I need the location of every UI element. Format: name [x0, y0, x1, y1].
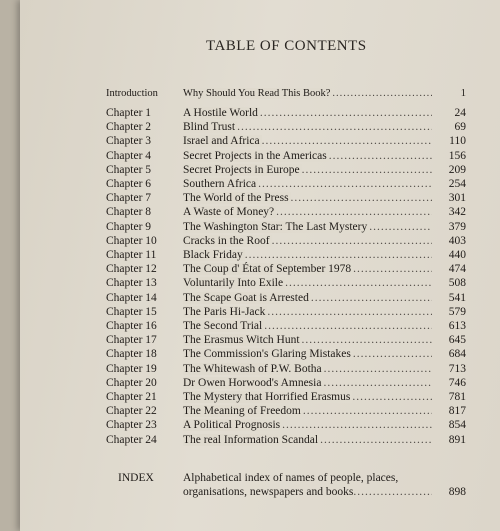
- chapter-label: Chapter 10: [106, 235, 157, 247]
- page-number: 403: [448, 235, 466, 247]
- chapter-label: Introduction: [106, 88, 158, 99]
- chapter-label: Chapter 20: [106, 377, 157, 389]
- chapter-title: Blind Trust: [183, 121, 236, 133]
- chapter-title: The World of the Press: [183, 192, 289, 204]
- toc-row: [106, 192, 466, 206]
- chapter-label: Chapter 24: [106, 434, 157, 446]
- chapter-title: Voluntarily Into Exile: [183, 277, 284, 289]
- page-number: 746: [448, 377, 466, 389]
- toc-row: [106, 164, 466, 178]
- toc-row: [106, 277, 466, 291]
- page-number: 613: [448, 320, 466, 332]
- chapter-label: Chapter 14: [106, 292, 157, 304]
- chapter-title: The Scape Goat is Arrested: [183, 292, 309, 304]
- toc-row: [106, 363, 466, 377]
- toc-row: [106, 178, 466, 192]
- chapter-label: Chapter 5: [106, 164, 152, 176]
- dot-leader: [323, 377, 432, 389]
- chapter-label: Chapter 13: [106, 277, 157, 289]
- chapter-label: Chapter 8: [106, 206, 152, 218]
- book-page: [20, 0, 500, 531]
- page-number: 342: [448, 206, 466, 218]
- chapter-title: Secret Projects in Europe: [183, 164, 300, 176]
- chapter-label: Chapter 16: [106, 320, 157, 332]
- chapter-title: A Political Prognosis: [183, 419, 281, 431]
- page-number: 156: [448, 150, 466, 162]
- dot-leader: [302, 164, 432, 176]
- page-number: 684: [448, 348, 466, 360]
- toc-row: [106, 249, 466, 263]
- dot-leader: [262, 135, 432, 147]
- dot-leader: [276, 206, 432, 218]
- toc-row: [106, 334, 466, 348]
- toc-row: [106, 135, 466, 149]
- index-description-line2: [183, 486, 466, 500]
- chapter-title: The Washington Star: The Last Mystery: [183, 221, 368, 233]
- dot-leader: [258, 178, 432, 190]
- page-number: 781: [448, 391, 466, 403]
- toc-row: [106, 150, 466, 164]
- chapter-label: Chapter 6: [106, 178, 152, 190]
- toc-row: [106, 121, 466, 135]
- dot-leader: [311, 292, 432, 304]
- page-number: 440: [448, 249, 466, 261]
- dot-leader: [324, 363, 432, 375]
- page-number: 898: [448, 486, 466, 498]
- toc-row: [106, 306, 466, 320]
- chapter-title: The Paris Hi-Jack: [183, 306, 266, 318]
- chapter-label: Chapter 15: [106, 306, 157, 318]
- dot-leader: [329, 150, 432, 162]
- chapter-label: Chapter 23: [106, 419, 157, 431]
- index-description-line1: Alphabetical index of names of people, places,: [183, 472, 399, 484]
- dot-leader: [267, 306, 432, 318]
- dot-leader: [353, 263, 432, 275]
- dot-leader: [291, 192, 432, 204]
- dot-leader: [272, 235, 432, 247]
- chapter-label: Chapter 21: [106, 391, 157, 403]
- toc-row: [106, 348, 466, 362]
- chapter-title: Cracks in the Roof: [183, 235, 270, 247]
- chapter-label: Chapter 11: [106, 249, 157, 261]
- chapter-title: Israel and Africa: [183, 135, 260, 147]
- page-number: 645: [448, 334, 466, 346]
- chapter-label: Chapter 4: [106, 150, 152, 162]
- chapter-title: The Meaning of Freedom: [183, 405, 301, 417]
- dot-leader: [320, 434, 432, 446]
- chapter-label: Chapter 3: [106, 135, 152, 147]
- dot-leader: [245, 249, 432, 261]
- dot-leader: [352, 391, 432, 403]
- dot-leader: [282, 419, 432, 431]
- toc-row: [106, 405, 466, 419]
- page-number: 1: [460, 88, 466, 99]
- chapter-title: Southern Africa: [183, 178, 257, 190]
- toc-row: [106, 88, 466, 102]
- index-text: organisations, newspapers and books: [183, 486, 354, 498]
- page-number: 379: [448, 221, 466, 233]
- page-number: 301: [448, 192, 466, 204]
- toc-row: [106, 377, 466, 391]
- chapter-title: A Hostile World: [183, 107, 258, 119]
- toc-row: [106, 107, 466, 121]
- toc-row: [106, 434, 466, 448]
- chapter-title: The Second Trial: [183, 320, 263, 332]
- toc-row: [106, 292, 466, 306]
- page-number: 713: [448, 363, 466, 375]
- page-number: 891: [448, 434, 466, 446]
- page-number: 110: [449, 135, 466, 147]
- dot-leader: [260, 107, 432, 119]
- dot-leader: [303, 405, 432, 417]
- page-number: 541: [448, 292, 466, 304]
- page-number: 474: [448, 263, 466, 275]
- chapter-title: The Erasmus Witch Hunt: [183, 334, 300, 346]
- chapter-label: Chapter 9: [106, 221, 152, 233]
- toc-row: [106, 419, 466, 433]
- dot-leader: [285, 277, 432, 289]
- chapter-title: The Whitewash of P.W. Botha: [183, 363, 322, 375]
- chapter-label: Chapter 1: [106, 107, 152, 119]
- toc-row: [106, 235, 466, 249]
- chapter-title: The Mystery that Horrified Erasmus: [183, 391, 351, 403]
- page-number: 854: [448, 419, 466, 431]
- toc-row: [106, 391, 466, 405]
- chapter-title: The Coup d' État of September 1978: [183, 263, 352, 275]
- dot-leader: [369, 221, 432, 233]
- toc-row: [106, 263, 466, 277]
- chapter-title: Dr Owen Horwood's Amnesia: [183, 377, 322, 389]
- page-number: 209: [448, 164, 466, 176]
- page-number: 508: [448, 277, 466, 289]
- dot-leader: [237, 121, 432, 133]
- dot-leader: [332, 88, 432, 99]
- chapter-title: A Waste of Money?: [183, 206, 275, 218]
- page-number: 817: [448, 405, 466, 417]
- chapter-label: Chapter 12: [106, 263, 157, 275]
- page-number: 24: [454, 107, 466, 119]
- chapter-title: The real Information Scandal: [183, 434, 319, 446]
- index-label: INDEX: [118, 472, 154, 484]
- toc-row: [106, 320, 466, 334]
- page-title: TABLE OF CONTENTS: [206, 38, 367, 54]
- chapter-label: Chapter 2: [106, 121, 152, 133]
- toc-row: [106, 206, 466, 220]
- page-number: 69: [454, 121, 466, 133]
- chapter-label: Chapter 22: [106, 405, 157, 417]
- page-number: 254: [448, 178, 466, 190]
- chapter-title: Black Friday: [183, 249, 243, 261]
- dot-leader: [264, 320, 432, 332]
- chapter-title: Secret Projects in the Americas: [183, 150, 327, 162]
- page-number: 579: [448, 306, 466, 318]
- chapter-label: Chapter 7: [106, 192, 152, 204]
- dot-leader: [353, 348, 432, 360]
- chapter-title: Why Should You Read This Book?: [183, 88, 331, 99]
- chapter-label: Chapter 19: [106, 363, 157, 375]
- chapter-title: The Commission's Glaring Mistakes: [183, 348, 351, 360]
- dot-leader: [353, 486, 432, 498]
- chapter-label: Chapter 17: [106, 334, 157, 346]
- chapter-label: Chapter 18: [106, 348, 157, 360]
- toc-row: [106, 221, 466, 235]
- dot-leader: [302, 334, 432, 346]
